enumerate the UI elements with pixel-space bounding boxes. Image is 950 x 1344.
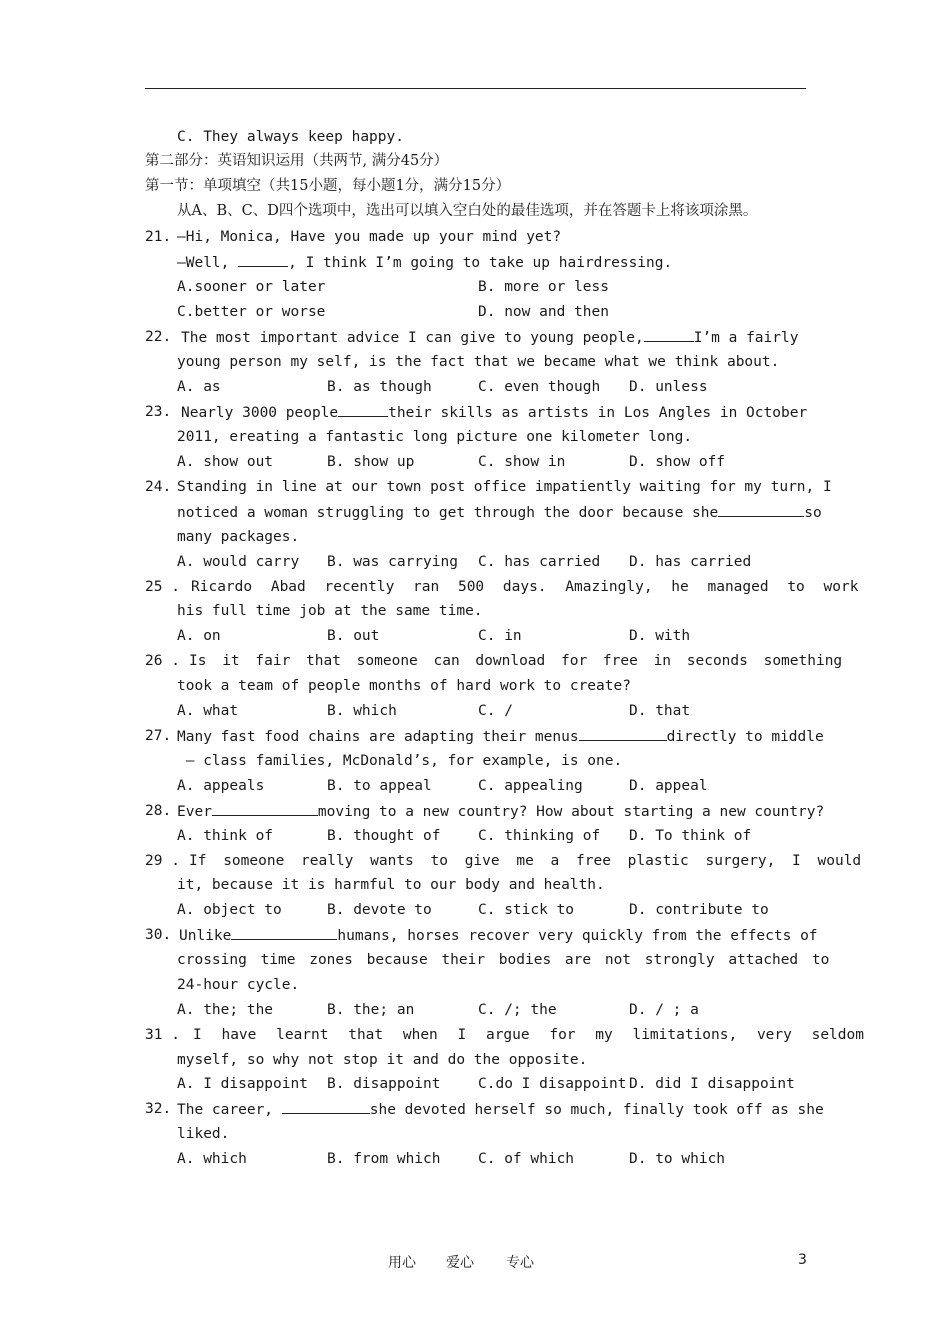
question-text: it, because it is harmful to our body and health. [177,877,605,893]
option-a: A. what [177,703,239,719]
question-text: liked. [177,1126,230,1142]
page-number: 3 [798,1252,807,1268]
option-c: C. show in [478,454,566,470]
footer-motto-1: 用心 [388,1255,416,1271]
question-number: 31 . [145,1027,180,1043]
question-number: 22. [145,329,172,345]
option-c: C. of which [478,1151,575,1167]
option-c: C. / [478,703,513,719]
question-number: 24. [145,479,172,495]
option-b: B. which [327,703,397,719]
question-number: 25 . [145,579,180,595]
option-b: B. devote to [327,902,432,918]
option-c: C.do I disappoint [478,1076,627,1092]
option-d: D. to which [629,1151,726,1167]
option-d: D. To think of [629,828,752,844]
option-c: C. appealing [478,778,583,794]
option-c: C.better or worse [177,304,326,320]
option-c: C. /; the [478,1002,557,1018]
question-text: I have learnt that when I argue for my limitations, very seldom [193,1027,864,1043]
question-text: Ever moving to a new country? How about starting a new country? [177,804,825,820]
option-d: D. appeal [629,778,708,794]
prev-option-c: C. They always keep happy. [177,129,404,145]
option-b: B. to appeal [327,778,432,794]
option-d: D. did I disappoint [629,1076,795,1092]
question-text: young person my self, is the fact that we became what we think about. [177,354,780,370]
option-c: C. in [478,628,522,644]
option-b: B. was carrying [327,554,458,570]
answer-blank[interactable] [238,253,288,267]
question-text: took a team of people months of hard work to create? [177,678,631,694]
question-text: Ricardo Abad recently ran 500 days. Amazingly, he managed to work [191,579,859,595]
option-b: B. show up [327,454,415,470]
option-b: B. as though [327,379,432,395]
question-text: The most important advice I can give to young people, I’m a fairly [181,330,799,346]
option-a: A. object to [177,902,282,918]
section-subtitle: 第一节：单项填空（共15小题，每小题1分，满分15分） [145,178,511,194]
option-b: B. more or less [478,279,609,295]
question-number: 23. [145,404,172,420]
answer-blank[interactable] [231,926,337,940]
option-a: A. would carry [177,554,300,570]
option-a: A. appeals [177,778,265,794]
part-title: 第二部分：英语知识运用（共两节, 满分45分） [145,153,449,169]
option-d: D. that [629,703,691,719]
option-d: D. now and then [478,304,609,320]
question-text: crossing time zones because their bodies are not strongly attached to [177,952,830,968]
option-a: A. think of [177,828,274,844]
option-a: A. on [177,628,221,644]
instruction: 从A、B、C、D四个选项中，选出可以填入空白处的最佳选项，并在答题卡上将该项涂黑。 [177,203,758,219]
footer-motto-2: 爱心 [446,1255,474,1271]
option-a: A.sooner or later [177,279,326,295]
option-b: B. out [327,628,380,644]
answer-blank[interactable] [212,802,318,816]
answer-blank[interactable] [579,727,667,741]
option-d: D. / ; a [629,1002,699,1018]
question-number: 29 . [145,853,180,869]
question-text: Standing in line at our town post office impatiently waiting for my turn, I [177,479,832,495]
footer-motto-3: 专心 [506,1255,534,1271]
question-number: 32. [145,1101,172,1117]
question-text: The career, she devoted herself so much, finally took off as she [177,1102,824,1118]
option-d: D. with [629,628,691,644]
question-text: Nearly 3000 people their skills as artists in Los Angles in October [181,405,808,421]
question-text: many packages. [177,529,300,545]
question-number: 26 . [145,653,180,669]
option-b: B. from which [327,1151,441,1167]
option-a: A. show out [177,454,274,470]
answer-blank[interactable] [282,1100,370,1114]
question-text: myself, so why not stop it and do the opposite. [177,1052,588,1068]
question-text: Many fast food chains are adapting their menus directly to middle [177,729,824,745]
answer-blank[interactable] [644,328,694,342]
option-c: C. has carried [478,554,601,570]
question-text: Is it fair that someone can download for free in seconds something [189,653,843,669]
option-d: D. unless [629,379,708,395]
question-number: 21. [145,229,172,245]
option-a: A. the; the [177,1002,274,1018]
question-text: his full time job at the same time. [177,603,483,619]
answer-blank[interactable] [718,503,804,517]
option-b: B. thought of [327,828,441,844]
question-text: 2011, ereating a fantastic long picture one kilometer long. [177,429,693,445]
option-d: D. has carried [629,554,752,570]
question-text: If someone really wants to give me a free plastic surgery, I would [189,853,862,869]
question-number: 30. [145,927,172,943]
option-b: B. the; an [327,1002,415,1018]
option-a: A. which [177,1151,247,1167]
question-text: – class families, McDonald’s, for example, is one. [177,753,623,769]
option-c: C. even though [478,379,601,395]
question-text: —Well, , I think I’m going to take up hairdressing. [177,255,673,271]
option-c: C. thinking of [478,828,601,844]
question-text: —Hi, Monica, Have you made up your mind yet? [177,229,562,245]
question-text: Unlike humans, horses recover very quickly from the effects of [179,928,818,944]
option-b: B. disappoint [327,1076,441,1092]
question-text: noticed a woman struggling to get through the door because she so [177,505,822,521]
question-number: 27. [145,728,172,744]
question-text: 24-hour cycle. [177,977,300,993]
option-a: A. I disappoint [177,1076,308,1092]
question-number: 28. [145,803,172,819]
option-a: A. as [177,379,221,395]
answer-blank[interactable] [338,403,388,417]
header-rule [145,88,806,89]
option-c: C. stick to [478,902,575,918]
option-d: D. contribute to [629,902,769,918]
option-d: D. show off [629,454,726,470]
